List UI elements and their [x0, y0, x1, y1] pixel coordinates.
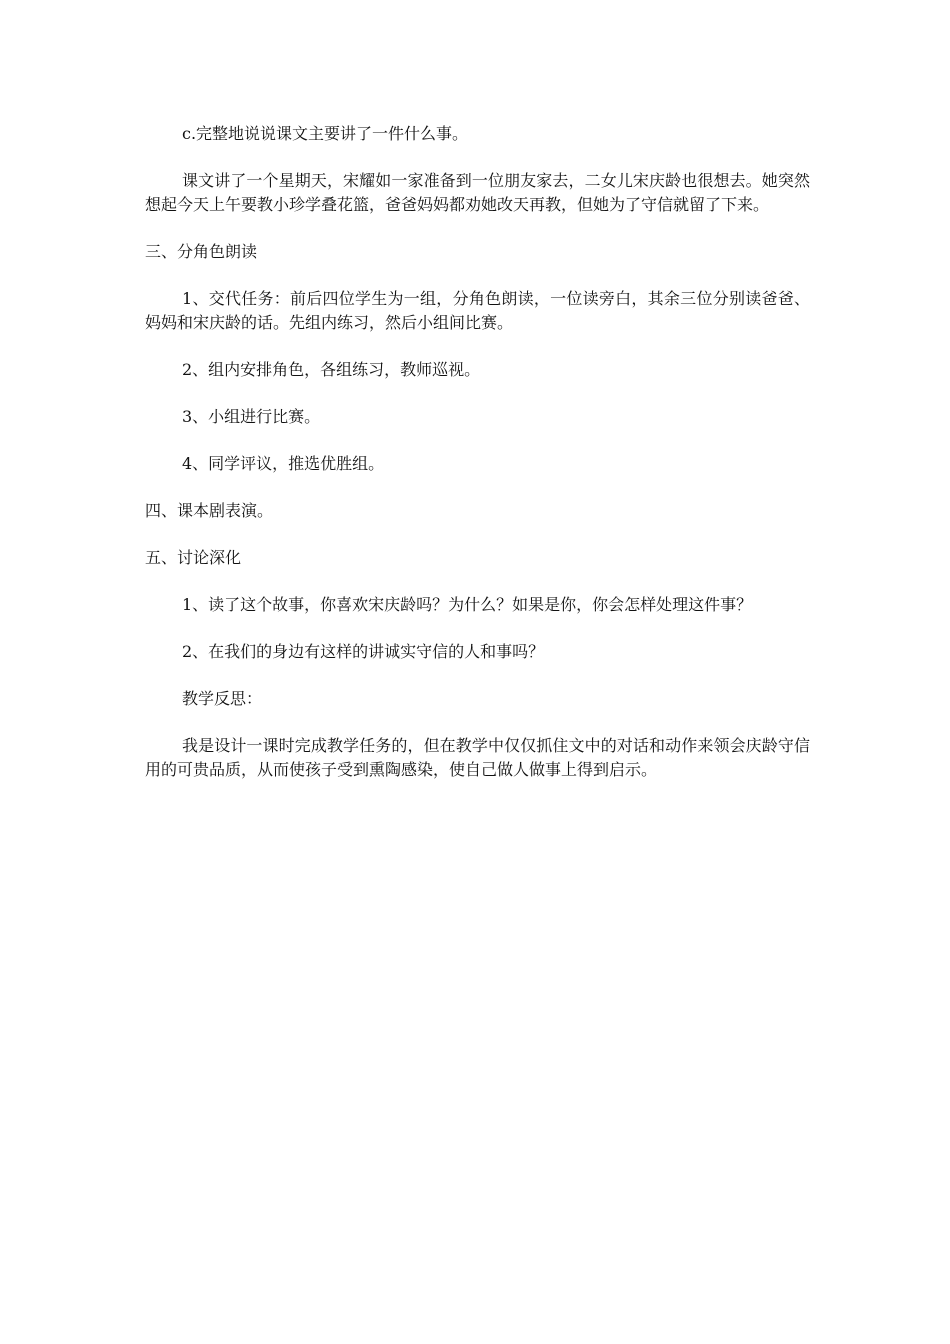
paragraph-discussion-2: 2、在我们的身边有这样的讲诚实守信的人和事吗？: [182, 642, 545, 661]
paragraph-reflection-title: 教学反思：: [182, 689, 263, 708]
paragraph-task-4: 4、同学评议，推选优胜组。: [182, 454, 385, 473]
paragraph-task-1: 1、交代任务：前后四位学生为一组，分角色朗读，一位读旁白，其余三位分别读爸爸、妈妈和宋庆龄的话。先组内练习，然后小组间比赛。: [145, 289, 810, 332]
section-heading-discussion: 五、讨论深化: [145, 548, 242, 567]
paragraph-discussion-1: 1、读了这个故事，你喜欢宋庆龄吗？为什么？如果是你，你会怎样处理这件事？: [182, 595, 753, 614]
paragraph-task-2: 2、组内安排角色，各组练习，教师巡视。: [182, 360, 481, 379]
section-heading-role-reading: 三、分角色朗读: [145, 242, 258, 261]
paragraph-summary-prompt: c.完整地说说课文主要讲了一件什么事。: [182, 124, 469, 143]
paragraph-summary-answer: 课文讲了一个星期天，宋耀如一家准备到一位朋友家去，二女儿宋庆龄也很想去。她突然想起今天上午要教小珍学叠花篮，爸爸妈妈都劝她改天再教，但她为了守信就留了下来。: [145, 171, 810, 214]
paragraph-reflection-body: 我是设计一课时完成教学任务的，但在教学中仅仅抓住文中的对话和动作来领会庆龄守信用的可贵品质，从而使孩子受到熏陶感染，使自己做人做事上得到启示。: [145, 736, 810, 779]
section-heading-drama: 四、课本剧表演。: [145, 501, 274, 520]
document-body: [145, 122, 810, 805]
paragraph-task-3: 3、小组进行比赛。: [182, 407, 321, 426]
